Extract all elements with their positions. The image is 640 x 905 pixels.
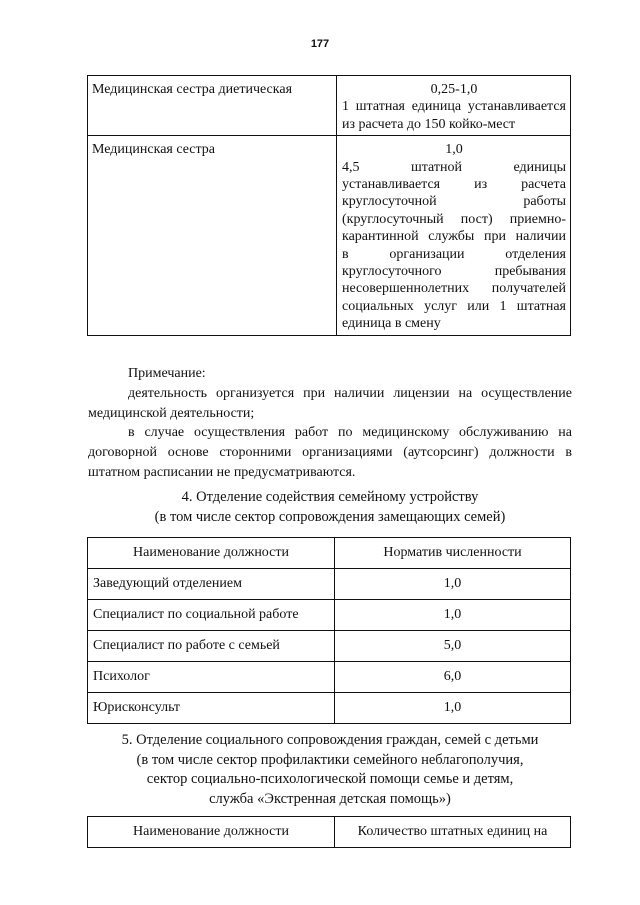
staff-table-medical (87, 75, 571, 336)
norm-text-line: круглосуточной работы (342, 194, 566, 210)
value-cell: 1,0 (335, 569, 571, 600)
position-cell: Медицинская сестра (88, 136, 337, 335)
value-cell: 1,0 (335, 600, 571, 631)
staff-table-section-4 (87, 537, 571, 724)
position-cell: Юрисконсульт (88, 693, 335, 724)
note-paragraph: деятельность организуется при наличии лицензии на осуществление медицинской деятельности; (88, 385, 572, 421)
norm-text-line: из расчета до 150 койко-мест (342, 116, 516, 132)
section-5-heading (70, 731, 590, 809)
norm-text-line: 1 штатная единица устанавливается (342, 99, 566, 115)
section-title-line: 5. Отделение социального сопровождения граждан, семей с детьми (121, 732, 539, 748)
value-cell: 6,0 (335, 662, 571, 693)
table-row (88, 569, 571, 600)
section-title-line: сектор социально-психологической помощи семье и детям, (146, 771, 514, 787)
table-row (88, 600, 571, 631)
norm-text-line: круглосуточного пребывания (342, 264, 566, 280)
norm-text-line: 4,5 штатной единицы (342, 159, 566, 175)
value-cell: 5,0 (335, 631, 571, 662)
note-paragraph: в случае осуществления работ по медицинскому обслуживанию на договорной основе сторонними организациями (аутсорсинг) должности в штатном расписании не предусматриваются. (88, 425, 572, 480)
table-row (88, 136, 571, 335)
norm-cell (337, 136, 571, 335)
column-header: Наименование должности (88, 817, 335, 848)
position-cell: Заведующий отделением (88, 569, 335, 600)
norm-text-line: несовершеннолетних получателей (342, 281, 566, 297)
norm-text-line: в организации отделения (342, 246, 566, 262)
table-row (88, 693, 571, 724)
table-row (88, 631, 571, 662)
table-row (88, 76, 571, 136)
value-cell: 1,0 (335, 693, 571, 724)
note-title: Примечание: (128, 366, 206, 381)
column-header: Наименование должности (88, 538, 335, 569)
norm-text-line: единица в смену (342, 316, 441, 332)
note-block (88, 364, 572, 483)
section-title-line: 4. Отделение содействия семейному устройству (181, 489, 479, 505)
norm-text-line: устанавливается из расчета (342, 177, 566, 193)
norm-text-line: карантинной службы при наличии (342, 229, 566, 245)
table-row (88, 662, 571, 693)
section-4-heading (70, 488, 590, 527)
norm-text-line: социальных услуг или 1 штатная (342, 298, 566, 314)
table-header-row (88, 817, 571, 848)
position-cell: Специалист по социальной работе (88, 600, 335, 631)
column-header: Количество штатных единиц на (335, 817, 571, 848)
norm-cell (337, 76, 571, 136)
norm-value: 0,25-1,0 (430, 82, 478, 97)
position-cell: Медицинская сестра диетическая (88, 76, 337, 136)
staff-table-section-5 (87, 816, 571, 848)
table-header-row (88, 538, 571, 569)
norm-text-line: (круглосуточный пост) приемно- (342, 211, 566, 227)
norm-value: 1,0 (445, 142, 463, 158)
position-cell: Психолог (88, 662, 335, 693)
position-cell: Специалист по работе с семьей (88, 631, 335, 662)
page-number: 177 (310, 38, 330, 50)
section-title-line: служба «Экстренная детская помощь») (209, 790, 451, 807)
section-title-line: (в том числе сектор профилактики семейного неблагополучия, (136, 751, 524, 768)
column-header: Норматив численности (335, 538, 571, 569)
section-title-line: (в том числе сектор сопровождения замещающих семей) (154, 508, 506, 525)
